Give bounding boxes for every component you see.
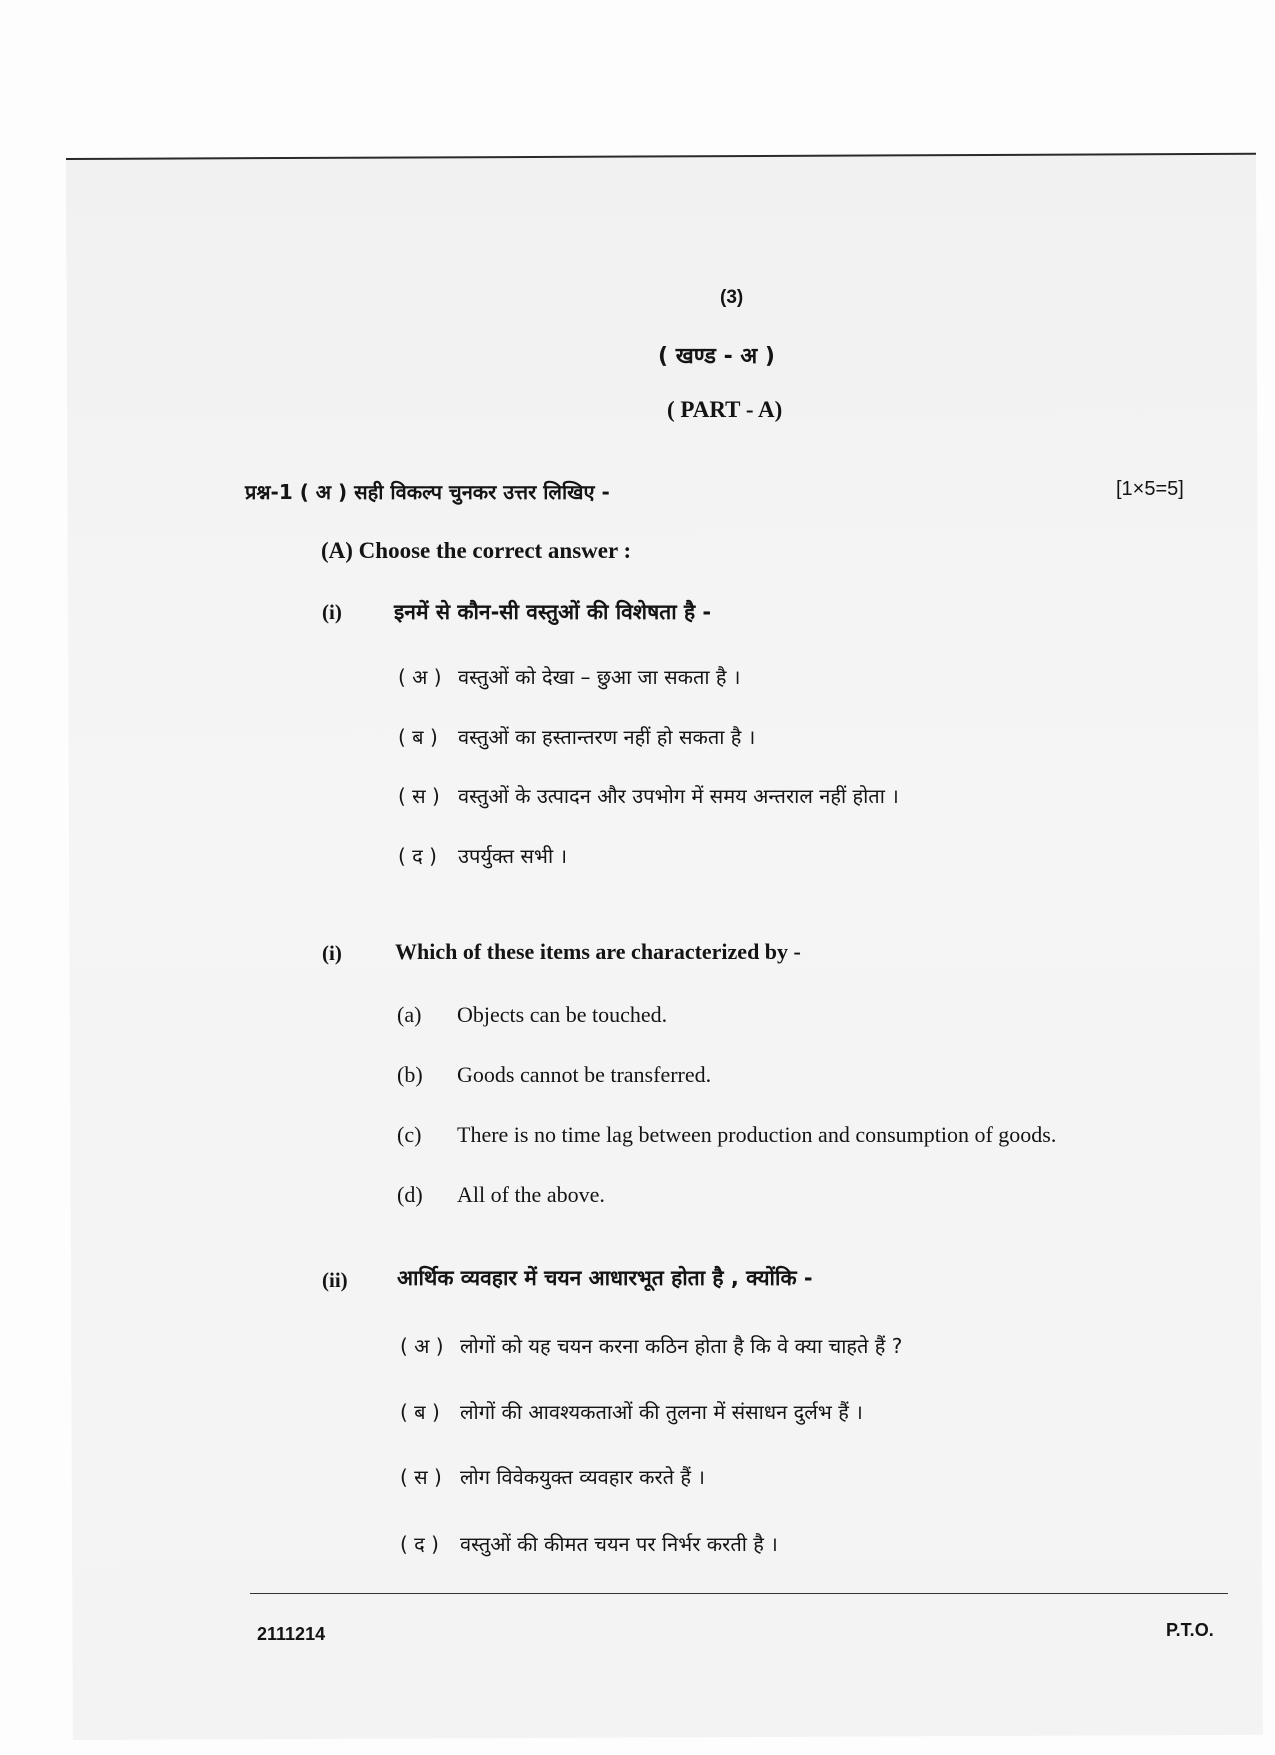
option-text: वस्तुओं का हस्तान्तरण नहीं हो सकता है । <box>458 725 756 749</box>
section-heading-english: ( PART - A) <box>667 397 783 422</box>
question-title: प्रश्न-1 ( अ ) सही विकल्प चुनकर उत्तर लिखिए - <box>245 480 610 504</box>
option-label: ( स ) <box>398 784 440 808</box>
option <box>400 1398 863 1425</box>
option-label: (a) <box>397 1002 422 1027</box>
option-text: वस्तुओं की कीमत चयन पर निर्भर करती है । <box>460 1532 778 1556</box>
option <box>400 1530 778 1557</box>
page-number: (3) <box>720 287 744 308</box>
option-text: Goods cannot be transferred. <box>457 1062 712 1087</box>
item-number: (i) <box>322 941 342 965</box>
item-question: आर्थिक व्यवहार में चयन आधारभूत होता है , क्योंकि - <box>397 1266 813 1290</box>
option-label: ( अ ) <box>398 665 442 689</box>
option <box>400 1332 902 1359</box>
option-text: लोगों की आवश्यकताओं की तुलना में संसाधन दुर्लभ हैं । <box>460 1400 863 1424</box>
option <box>397 1182 605 1208</box>
pto-label: P.T.O. <box>1166 1620 1214 1640</box>
option-text: वस्तुओं को देखा – छुआ जा सकता है । <box>458 665 741 689</box>
item-question: इनमें से कौन-सी वस्तुओं की विशेषता है - <box>394 600 712 624</box>
option-label: (c) <box>397 1122 422 1147</box>
section-heading-hindi: ( खण्ड - अ ) <box>658 344 775 369</box>
item-number: (ii) <box>322 1268 348 1292</box>
option-text: वस्तुओं के उत्पादन और उपभोग में समय अन्तराल नहीं होता । <box>458 784 899 808</box>
option-text: लोगों को यह चयन करना कठिन होता है कि वे क्या चाहते हैं ? <box>460 1334 903 1358</box>
option-text: All of the above. <box>457 1182 605 1207</box>
option-text: लोग विवेकयुक्त व्यवहार करते हैं । <box>460 1465 705 1489</box>
option <box>398 842 567 869</box>
option-label: ( द ) <box>400 1532 439 1556</box>
paper-code: 2111214 <box>257 1624 326 1644</box>
option-label: ( द ) <box>398 844 437 868</box>
option <box>398 782 899 809</box>
option <box>398 723 755 750</box>
option-label: ( ब ) <box>398 725 438 749</box>
option-text: There is no time lag between production and consumption of goods. <box>457 1122 1057 1147</box>
option <box>397 1062 711 1088</box>
option-label: (b) <box>397 1062 423 1087</box>
option <box>397 1122 1056 1148</box>
item-question: Which of these items are characterized by - <box>395 939 801 964</box>
option <box>400 1463 705 1490</box>
option <box>398 663 740 690</box>
option <box>397 1002 667 1028</box>
item-number: (i) <box>322 600 342 624</box>
option-text: उपर्युक्त सभी । <box>458 844 568 868</box>
marks-allocation: [1×5=5] <box>1116 478 1184 500</box>
option-label: ( स ) <box>400 1465 442 1489</box>
option-label: ( ब ) <box>400 1400 440 1424</box>
footer-divider <box>250 1593 1228 1594</box>
option-label: ( अ ) <box>400 1334 444 1358</box>
option-label: (d) <box>397 1182 423 1207</box>
instruction-english: (A) Choose the correct answer : <box>321 538 632 563</box>
option-text: Objects can be touched. <box>457 1002 668 1027</box>
